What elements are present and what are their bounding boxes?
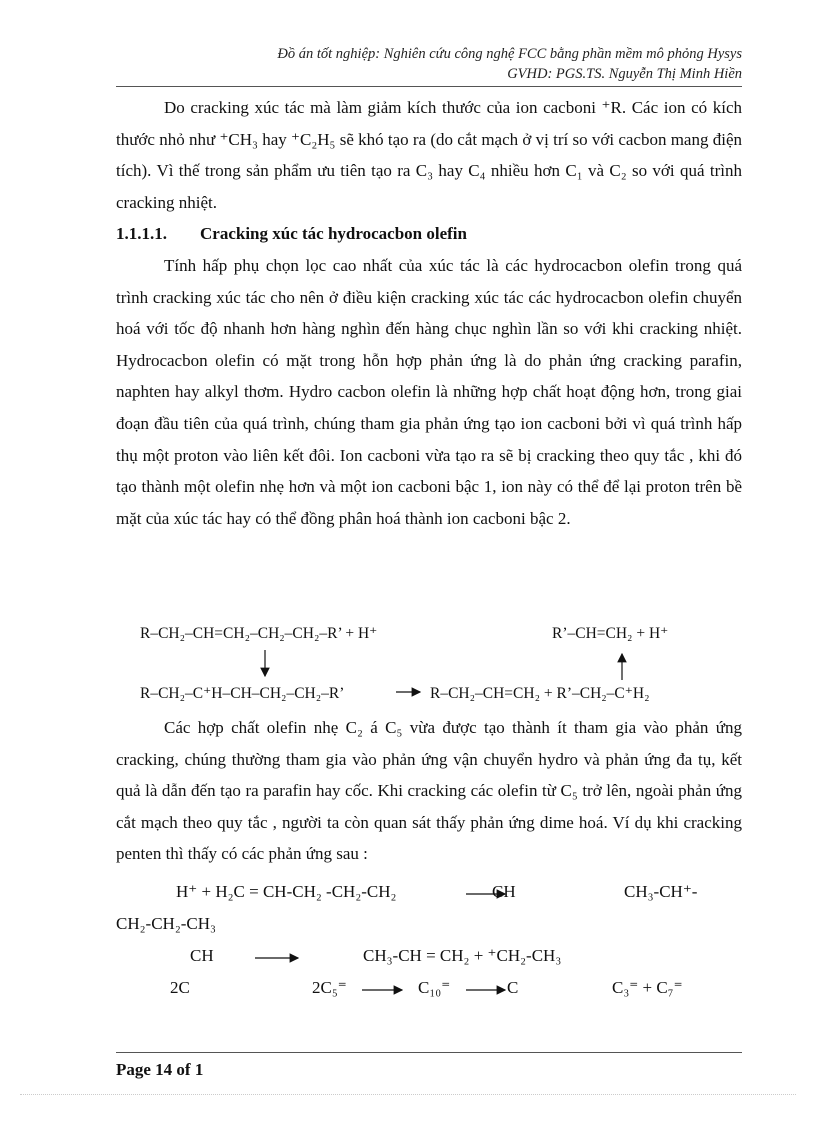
scheme-products: R–CH₂–CH=CH₂ + R’–CH₂–C⁺H₂ bbox=[430, 685, 650, 702]
document-body-continued bbox=[116, 712, 742, 870]
scheme-reactant: R–CH₂–CH=CH₂–CH₂–CH₂–R’ + H⁺ bbox=[140, 625, 378, 642]
footer-rule bbox=[116, 1052, 742, 1053]
equation-2-left: CH bbox=[190, 946, 214, 965]
equation-3-c: C₁₀⁼ bbox=[418, 978, 451, 997]
page-bottom-border bbox=[20, 1094, 796, 1095]
section-number: 1.1.1.1. bbox=[116, 224, 167, 244]
scheme-product-olefin: R’–CH=CH₂ + H⁺ bbox=[552, 625, 669, 642]
document-body bbox=[116, 92, 742, 534]
paragraph-1: Do cracking xúc tác mà làm giảm kích thước của ion cacboni ⁺R. Các ion có kích thước nhỏ như ⁺CH₃ hay ⁺C₂H₅ sẽ khó tạo ra (do cắt mạch ở vị trí so với cacbon mang điện tích). Vì thế trong sản phẩm ưu tiên tạo ra C₃ hay C₄ nhiều hơn C₁ và C₂ so với quá trình cracking nhiệt. bbox=[116, 98, 742, 212]
section-title: Cracking xúc tác hydrocacbon olefin bbox=[200, 224, 467, 244]
equation-3-b: 2C₅⁼ bbox=[312, 978, 347, 997]
page-number: Page 14 of 1 bbox=[116, 1060, 204, 1079]
equation-3-d: C bbox=[507, 978, 519, 997]
scheme-carbocation: R–CH₂–C⁺H–CH–CH₂–CH₂–R’ bbox=[140, 685, 345, 702]
section-heading bbox=[116, 218, 742, 250]
equation-2-right: CH₃-CH = CH₂ + ⁺CH₂-CH₃ bbox=[363, 946, 562, 965]
header-supervisor: GVHD: PGS.TS. Nguyễn Thị Minh Hiền bbox=[507, 66, 742, 82]
page-header bbox=[116, 44, 742, 84]
equation-1-right: CH₃-CH⁺- bbox=[624, 882, 698, 901]
equation-1-cont: CH₂-CH₂-CH₃ bbox=[116, 914, 216, 933]
paragraph-2: Tính hấp phụ chọn lọc cao nhất của xúc tác là các hydrocacbon olefin trong quá trình cracking xúc tác cho nên ở điều kiện cracking xúc tác các hydrocacbon olefin chuyển hoá với tốc độ nhanh hơn hàng nghìn đến hàng chục nghìn lần so với khi cracking nhiệt. Hydrocacbon olefin có mặt trong hỗn hợp phản ứng là do phản ứng cracking parafin, naphten hay alkyl thơm. Hydro cacbon olefin là những hợp chất hoạt động hơn, trong giai đoạn đầu tiên của quá trình, chúng tham gia phản ứng tạo ion cacboni bởi vì quá trình hấp thụ một proton vào liên kết đôi. Ion cacboni vừa tạo ra sẽ bị cracking theo quy tắc , khi đó tạo thành một olefin nhẹ hơn và một ion cacboni bậc 1, ion này có thể để lại proton trên bề mặt của xúc tác hay có thể đồng phân hoá thành ion cacboni bậc 2. bbox=[116, 255, 742, 528]
equation-1-mid: CH bbox=[492, 882, 516, 901]
equation-3-a: 2C bbox=[170, 978, 190, 997]
equation-1-left: H⁺ + H₂C = CH-CH₂ -CH₂-CH₂ bbox=[176, 882, 397, 901]
equation-3-e: C₃⁼ + C₇⁼ bbox=[612, 978, 683, 997]
header-title: Đồ án tốt nghiệp: Nghiên cứu công nghệ FCC bằng phần mềm mô phỏng Hysys bbox=[277, 46, 742, 62]
header-rule bbox=[116, 86, 742, 87]
paragraph-3: Các hợp chất olefin nhẹ C₂ á C₅ vừa được tạo thành ít tham gia vào phản ứng cracking, chúng thường tham gia vào phản ứng vận chuyển hydro và phản ứng đa tụ, kết quả là dẫn đến tạo ra parafin hay cốc. Khi cracking các olefin từ C₅ trở lên, ngoài phản ứng cắt mạch theo quy tắc , người ta còn quan sát thấy phản ứng dime hoá. Ví dụ khi cracking penten thì thấy có các phản ứng sau : bbox=[116, 718, 742, 864]
